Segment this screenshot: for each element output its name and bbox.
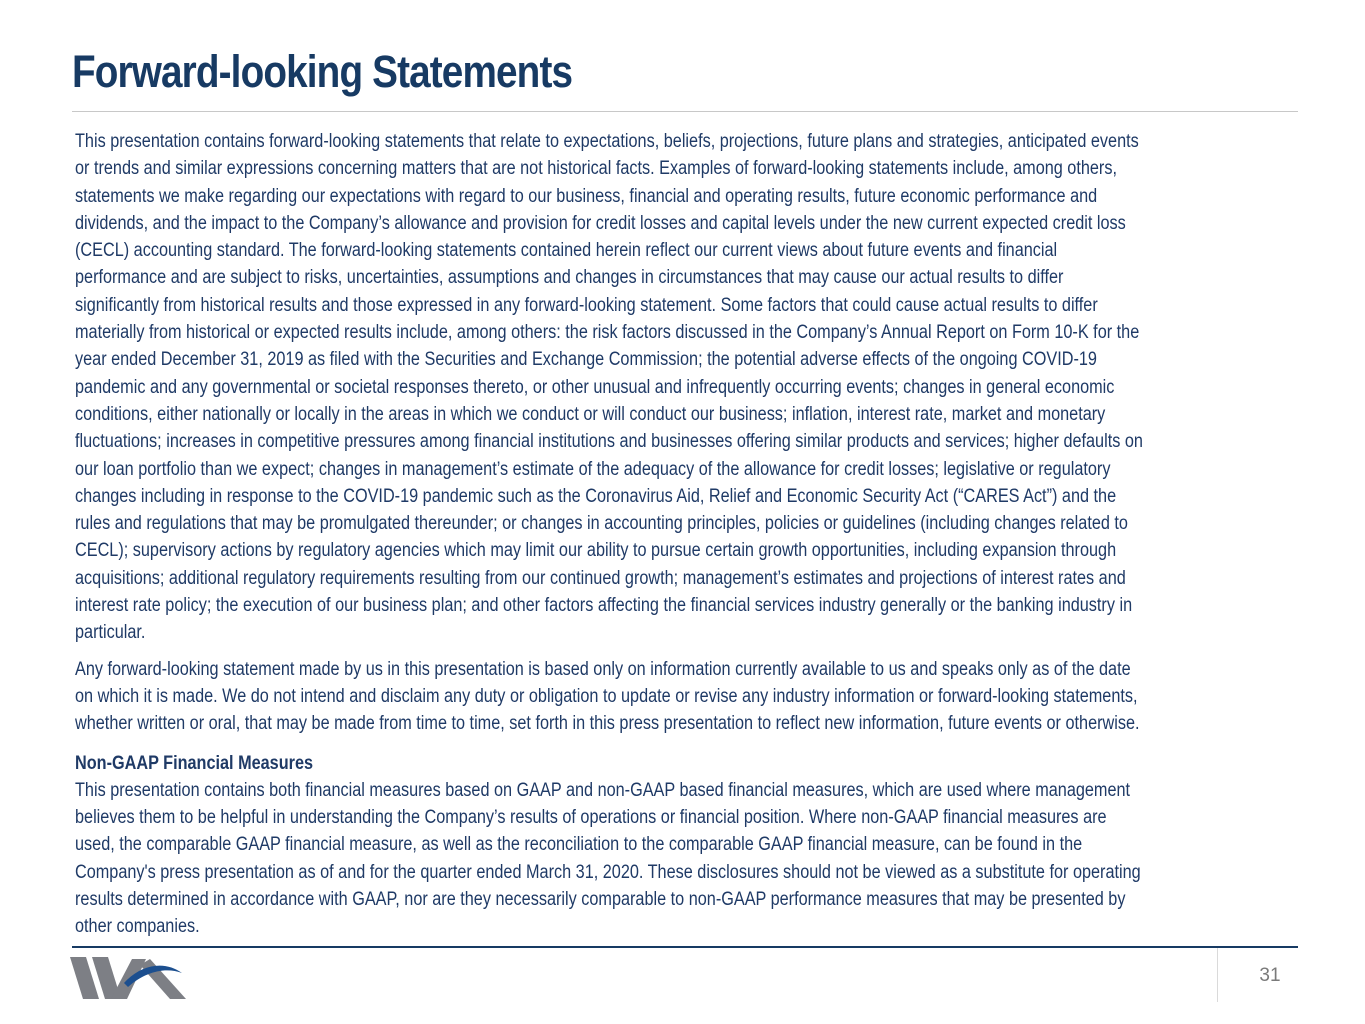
text-line: changes including in response to the COVID-19 pandemic such as the Coronavirus Aid, Relief and Economic Security Act (“CARES Act”) and the [75, 485, 1117, 507]
page-number: 31 [1259, 965, 1281, 986]
disclaimer-paragraph [75, 656, 1301, 738]
text-line: pandemic and any governmental or societal responses thereto, or other unusual and infrequently occurring events; changes in general economic [75, 376, 1115, 398]
footer-divider [72, 946, 1298, 948]
text-line: (CECL) accounting standard. The forward-looking statements contained herein reflect our current views about future events and financial [75, 240, 1058, 262]
text-line: particular. [75, 622, 146, 644]
text-line: other companies. [75, 916, 200, 938]
text-line: used, the comparable GAAP financial measure, as well as the reconciliation to the comparable GAAP financial measure, can be found in the [75, 834, 1083, 856]
title-divider [72, 111, 1298, 112]
text-line: interest rate policy; the execution of our business plan; and other factors affecting the financial services industry generally or the banking industry in [75, 595, 1133, 617]
text-line: acquisitions; additional regulatory requirements resulting from our continued growth; management’s estimates and projections of interest rates and [75, 567, 1126, 589]
text-line: Company's press presentation as of and for the quarter ended March 31, 2020. These disclosures should not be viewed as a substitute for operating [75, 861, 1141, 883]
text-line: statements we make regarding our expectations with regard to our business, financial and operating results, future economic performance and [75, 185, 1098, 207]
page-number-divider [1217, 948, 1218, 1002]
text-line: results determined in accordance with GAAP, nor are they necessarily comparable to non-GAAP performance measures that may be presented by [75, 889, 1126, 911]
text-line: dividends, and the impact to the Company’s allowance and provision for credit losses and capital levels under the new current expected credit loss [75, 212, 1126, 234]
text-line: materially from historical or expected results include, among others: the risk factors discussed in the Company’s Annual Report on Form 10-K for the [75, 322, 1140, 344]
text-line: believes them to be helpful in understanding the Company’s results of operations or financial position. Where non-GAAP financial measures are [75, 807, 1107, 829]
text-line: whether written or oral, that may be made from time to time, set forth in this press presentation to reflect new information, future events or otherwise. [75, 713, 1140, 735]
non-gaap-paragraph [75, 777, 1301, 941]
text-line: CECL); supervisory actions by regulatory agencies which may limit our ability to pursue certain growth opportunities, including expansion through [75, 540, 1117, 562]
text-line: This presentation contains both financial measures based on GAAP and non-GAAP based financial measures, which are used where management [75, 779, 1131, 801]
text-line: on which it is made. We do not intend and disclaim any duty or obligation to update or revise any industry information or forward-looking statements, [75, 685, 1138, 707]
text-line: significantly from historical results and those expressed in any forward-looking statement. Some factors that could cause actual results to differ [75, 294, 1098, 316]
text-line: conditions, either nationally or locally in the areas in which we conduct or will conduct our business; inflation, interest rate, market and monetary [75, 403, 1106, 425]
slide-body [75, 128, 1301, 941]
text-line: year ended December 31, 2019 as filed with the Securities and Exchange Commission; the potential adverse effects of the ongoing COVID-19 [75, 349, 1097, 371]
page-title: Forward-looking Statements [72, 46, 573, 97]
wa-logo-icon [70, 955, 188, 1001]
text-line: This presentation contains forward-looking statements that relate to expectations, beliefs, projections, future plans and strategies, anticipated events [75, 131, 1139, 152]
text-line: performance and are subject to risks, uncertainties, assumptions and changes in circumstances that may cause our actual results to differ [75, 267, 1064, 289]
text-line: Any forward-looking statement made by us in this presentation is based only on information currently available to us and speaks only as of the date [75, 658, 1131, 680]
forward-looking-paragraph [75, 128, 1301, 647]
text-line: our loan portfolio than we expect; changes in management’s estimate of the adequacy of the allowance for credit losses; legislative or regulatory [75, 458, 1111, 480]
non-gaap-heading [75, 750, 1301, 777]
text-line: rules and regulations that may be promulgated thereunder; or changes in accounting principles, policies or guidelines (including changes related to [75, 513, 1128, 535]
logo-a-right-stroke [140, 959, 186, 999]
text-line: or trends and similar expressions concerning matters that are not historical facts. Examples of forward-looking statements include, among others, [75, 158, 1117, 180]
text-line: fluctuations; increases in competitive pressures among financial institutions and businesses offering similar products and services; higher defaults on [75, 431, 1143, 453]
section-heading-text: Non-GAAP Financial Measures [75, 752, 314, 774]
